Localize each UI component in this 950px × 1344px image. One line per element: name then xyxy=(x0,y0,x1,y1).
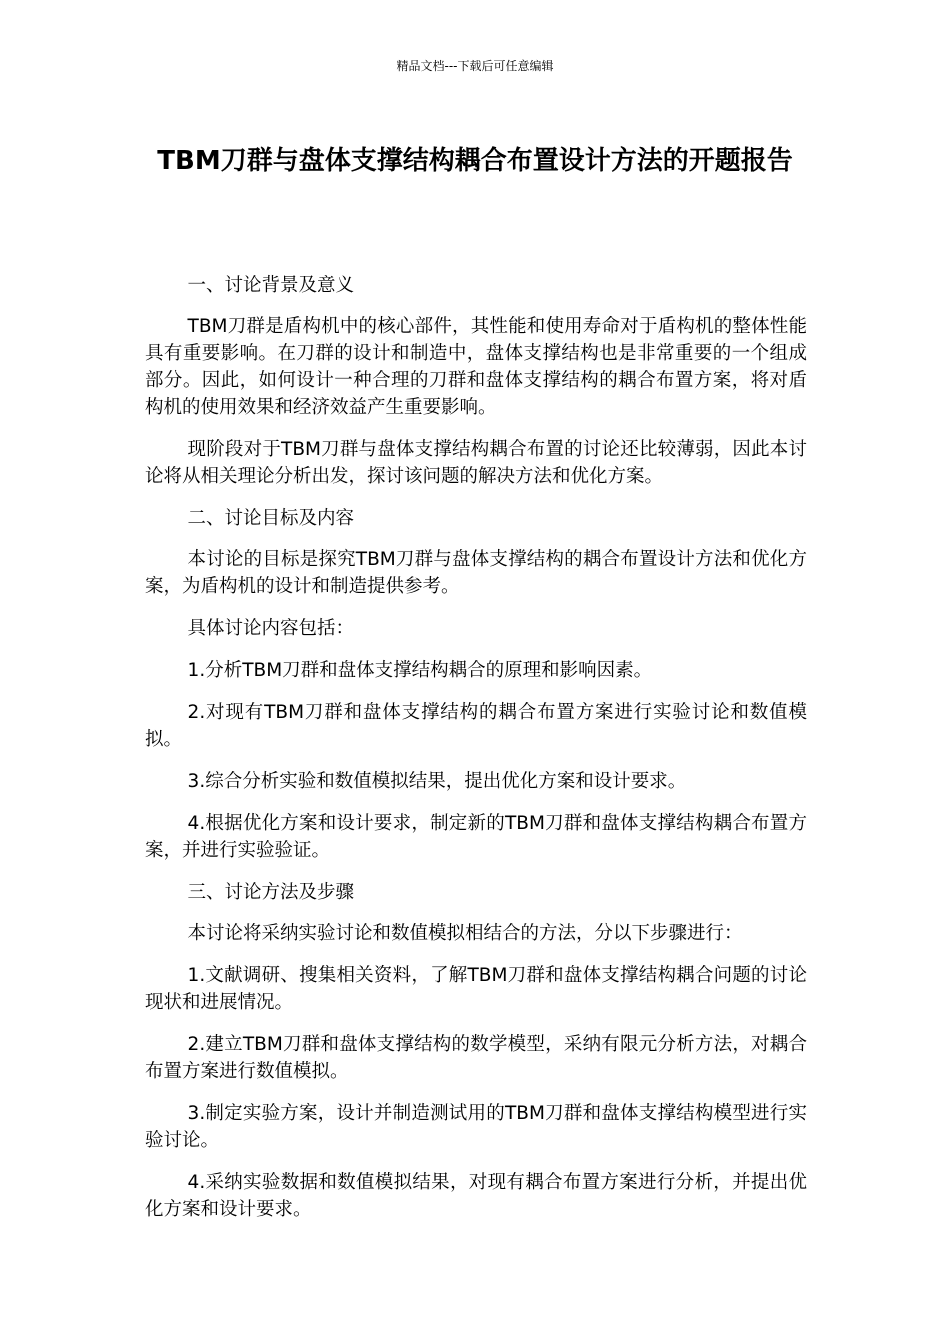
header-note: 精品文档---下载后可任意编辑 xyxy=(396,59,554,73)
paragraph: 现阶段对于TBM刀群与盘体支撑结构耦合布置的讨论还比较薄弱，因此本讨论将从相关理论分析出发，探讨该问题的解决方法和优化方案。 xyxy=(145,439,807,487)
document-title: TBM刀群与盘体支撑结构耦合布置设计方法的开题报告 xyxy=(157,146,793,176)
list-item: 4.根据优化方案和设计要求，制定新的TBM刀群和盘体支撑结构耦合布置方案，并进行实验验证。 xyxy=(145,813,807,861)
paragraph: 本讨论的目标是探究TBM刀群与盘体支撑结构的耦合布置设计方法和优化方案，为盾构机的设计和制造提供参考。 xyxy=(145,549,807,597)
list-item: 3.综合分析实验和数值模拟结果，提出优化方案和设计要求。 xyxy=(187,771,687,792)
list-item: 4.采纳实验数据和数值模拟结果，对现有耦合布置方案进行分析，并提出优化方案和设计要求。 xyxy=(145,1172,807,1220)
section-heading-1: 一、讨论背景及意义 xyxy=(187,275,355,296)
list-item: 2.建立TBM刀群和盘体支撑结构的数学模型，采纳有限元分析方法，对耦合布置方案进行数值模拟。 xyxy=(145,1034,807,1082)
list-item: 1.文献调研、搜集相关资料，了解TBM刀群和盘体支撑结构耦合问题的讨论现状和进展情况。 xyxy=(145,965,807,1013)
section-heading-2: 二、讨论目标及内容 xyxy=(187,508,355,529)
list-item: 3.制定实验方案，设计并制造测试用的TBM刀群和盘体支撑结构模型进行实验讨论。 xyxy=(145,1103,807,1151)
paragraph: 具体讨论内容包括： xyxy=(187,618,355,639)
list-item: 2.对现有TBM刀群和盘体支撑结构的耦合布置方案进行实验讨论和数值模拟。 xyxy=(145,702,807,750)
list-item: 1.分析TBM刀群和盘体支撑结构耦合的原理和影响因素。 xyxy=(187,660,653,681)
paragraph: 本讨论将采纳实验讨论和数值模拟相结合的方法，分以下步骤进行： xyxy=(187,923,743,944)
document-body xyxy=(145,272,807,1238)
section-heading-3: 三、讨论方法及步骤 xyxy=(187,882,355,903)
paragraph: TBM刀群是盾构机中的核心部件，其性能和使用寿命对于盾构机的整体性能具有重要影响。在刀群的设计和制造中，盘体支撑结构也是非常重要的一个组成部分。因此，如何设计一种合理的刀群和盘体支撑结构的耦合布置方案，将对盾构机的使用效果和经济效益产生重要影响。 xyxy=(145,316,807,418)
